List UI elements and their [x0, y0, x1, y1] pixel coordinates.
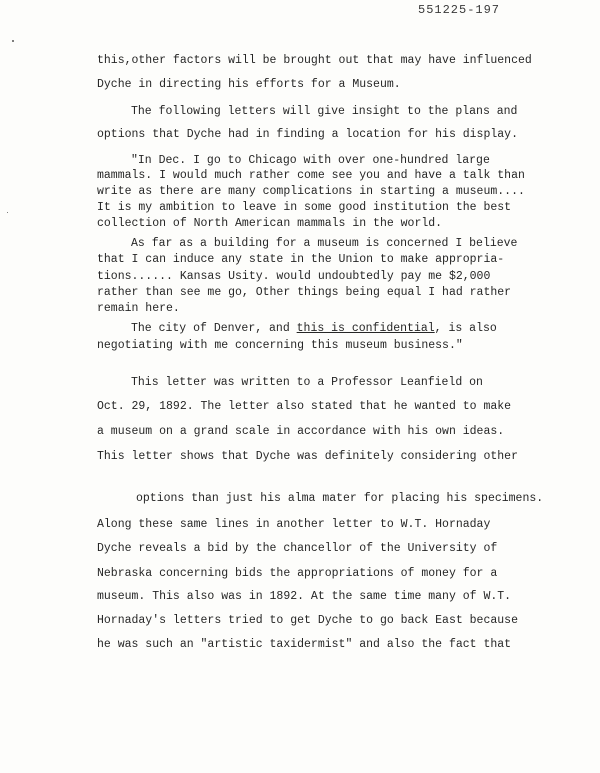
text-line: Dyche in directing his efforts for a Museum.: [97, 78, 401, 91]
quote-line: As far as a building for a museum is concerned I believe: [131, 237, 518, 250]
quote-line: It is my ambition to leave in some good institution the best: [97, 201, 512, 214]
quote-line: remain here.: [97, 302, 180, 315]
text-line: Oct. 29, 1892. The letter also stated that he wanted to make: [97, 400, 512, 413]
quote-line: rather than see me go, Other things being equal I had rather: [97, 286, 512, 299]
text-line: a museum on a grand scale in accordance with his own ideas.: [97, 425, 505, 438]
paper-speck: [12, 40, 14, 42]
text-line: he was such an "artistic taxidermist" and also the fact that: [97, 638, 512, 651]
text-line: The following letters will give insight to the plans and: [131, 105, 518, 118]
quote-line-denver: [131, 322, 497, 336]
text-line: Hornaday's letters tried to get Dyche to go back East because: [97, 614, 518, 627]
text-line: options than just his alma mater for placing his specimens.: [136, 492, 544, 505]
text-line: This letter shows that Dyche was definitely considering other: [97, 450, 518, 463]
text-line: museum. This also was in 1892. At the same time many of W.T.: [97, 590, 512, 603]
confidential-underlined-text: this is confidential: [296, 322, 435, 335]
text-line: this,other factors will be brought out that may have influenced: [97, 54, 532, 67]
quote-line: write as there are many complications in starting a museum....: [97, 185, 525, 198]
text-line: Along these same lines in another letter to W.T. Hornaday: [97, 518, 491, 531]
text-line: Nebraska concerning bids the appropriations of money for a: [97, 567, 498, 580]
text-line: Dyche reveals a bid by the chancellor of the University of: [97, 542, 498, 555]
quote-line: that I can induce any state in the Union to make appropria-: [97, 253, 505, 266]
quote-line: collection of North American mammals in the world.: [97, 217, 443, 230]
text-line: options that Dyche had in finding a location for his display.: [97, 128, 518, 141]
quote-line: "In Dec. I go to Chicago with over one-hundred large: [131, 154, 490, 167]
paper-speck: [7, 212, 8, 213]
document-id-stamp: 551225-197: [418, 3, 501, 17]
quote-line: tions...... Kansas Usity. would undoubtedly pay me $2,000: [97, 270, 491, 283]
denver-text-after: , is also: [434, 322, 497, 335]
denver-text-before: The city of Denver, and: [131, 322, 297, 335]
quote-line: mammals. I would much rather come see you and have a talk than: [97, 169, 525, 182]
text-line: This letter was written to a Professor Leanfield on: [131, 376, 483, 389]
quote-line: negotiating with me concerning this museum business.": [97, 339, 463, 352]
